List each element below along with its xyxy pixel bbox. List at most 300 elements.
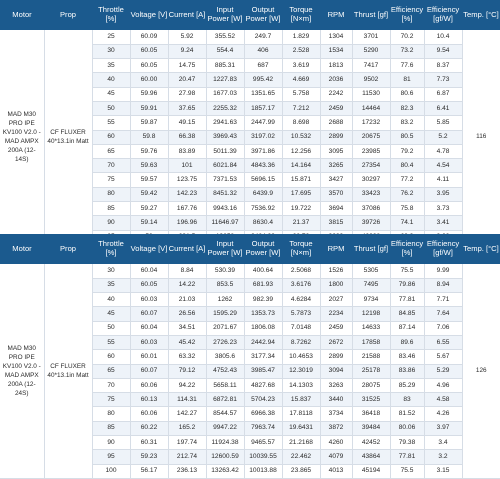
input-power-cell: 2071.67	[206, 321, 244, 335]
voltage-cell: 60.06	[130, 407, 168, 421]
current-cell: 63.32	[168, 350, 206, 364]
voltage-cell: 59.91	[130, 101, 168, 115]
efficiency-gfw-cell: 4.11	[424, 173, 462, 187]
torque-cell: 4.669	[282, 73, 320, 87]
header-output-power: Output Power [W]	[244, 234, 282, 264]
current-cell: 94.22	[168, 378, 206, 392]
current-cell: 101	[168, 159, 206, 173]
rpm-cell: 2459	[320, 321, 352, 335]
output-power-cell: 3985.47	[244, 364, 282, 378]
voltage-cell: 60.07	[130, 364, 168, 378]
torque-cell: 12.256	[282, 144, 320, 158]
efficiency-gfw-cell: 4.78	[424, 144, 462, 158]
header-prop: Prop	[44, 0, 92, 30]
thrust-cell: 45194	[352, 464, 390, 478]
current-cell: 26.56	[168, 307, 206, 321]
header-motor: Motor	[0, 0, 44, 30]
rpm-cell: 3872	[320, 421, 352, 435]
efficiency-pct-cell: 85.29	[390, 378, 424, 392]
rpm-cell: 3265	[320, 159, 352, 173]
efficiency-pct-cell: 83.86	[390, 364, 424, 378]
torque-cell: 23.865	[282, 464, 320, 478]
efficiency-pct-cell: 74.1	[390, 216, 424, 230]
header-temp: Temp. [°C]	[462, 234, 500, 264]
efficiency-gfw-cell: 7.06	[424, 321, 462, 335]
current-cell: 9.24	[168, 44, 206, 58]
torque-cell: 8.698	[282, 116, 320, 130]
thrust-cell: 17232	[352, 116, 390, 130]
input-power-cell: 8451.32	[206, 187, 244, 201]
efficiency-pct-cell: 87.14	[390, 321, 424, 335]
voltage-cell: 60.00	[130, 73, 168, 87]
thrust-cell: 31525	[352, 393, 390, 407]
efficiency-gfw-cell: 9.54	[424, 44, 462, 58]
efficiency-pct-cell: 75.8	[390, 202, 424, 216]
current-cell: 45.42	[168, 335, 206, 349]
input-power-cell: 6021.84	[206, 159, 244, 173]
header-efficiency-pct: Efficiency [%]	[390, 0, 424, 30]
rpm-cell: 1800	[320, 278, 352, 292]
header-row	[0, 234, 500, 264]
output-power-cell: 5704.23	[244, 393, 282, 407]
efficiency-pct-cell: 75.5	[390, 464, 424, 478]
thrust-cell: 21588	[352, 350, 390, 364]
rpm-cell: 4260	[320, 436, 352, 450]
output-power-cell: 3177.34	[244, 350, 282, 364]
torque-cell: 19.6431	[282, 421, 320, 435]
header-torque: Torque [N×m]	[282, 0, 320, 30]
current-cell: 197.74	[168, 436, 206, 450]
table-row	[0, 264, 500, 278]
torque-cell: 21.37	[282, 216, 320, 230]
rpm-cell: 3815	[320, 216, 352, 230]
efficiency-pct-cell: 80.6	[390, 87, 424, 101]
efficiency-gfw-cell: 4.26	[424, 407, 462, 421]
output-power-cell: 10013.88	[244, 464, 282, 478]
efficiency-gfw-cell: 3.73	[424, 202, 462, 216]
thrust-cell: 9502	[352, 73, 390, 87]
throttle-cell: 100	[92, 464, 130, 478]
throttle-cell: 40	[92, 293, 130, 307]
throttle-cell: 85	[92, 202, 130, 216]
torque-cell: 8.7262	[282, 335, 320, 349]
efficiency-pct-cell: 84.85	[390, 307, 424, 321]
rpm-cell: 2242	[320, 87, 352, 101]
thrust-cell: 28075	[352, 378, 390, 392]
rpm-cell: 3095	[320, 144, 352, 158]
thrust-cell: 27354	[352, 159, 390, 173]
torque-cell: 14.1303	[282, 378, 320, 392]
rpm-cell: 3734	[320, 407, 352, 421]
efficiency-pct-cell: 73.2	[390, 44, 424, 58]
voltage-cell: 60.13	[130, 393, 168, 407]
input-power-cell: 2255.32	[206, 101, 244, 115]
output-power-cell: 3971.86	[244, 144, 282, 158]
rpm-cell: 2234	[320, 307, 352, 321]
thrust-cell: 5290	[352, 44, 390, 58]
throttle-cell: 30	[92, 264, 130, 278]
voltage-cell: 59.14	[130, 216, 168, 230]
throttle-cell: 55	[92, 116, 130, 130]
efficiency-gfw-cell: 6.87	[424, 87, 462, 101]
efficiency-pct-cell: 76.2	[390, 187, 424, 201]
rpm-cell: 1534	[320, 44, 352, 58]
efficiency-gfw-cell: 4.58	[424, 393, 462, 407]
rpm-cell: 3094	[320, 364, 352, 378]
input-power-cell: 5011.39	[206, 144, 244, 158]
current-cell: 114.31	[168, 393, 206, 407]
efficiency-gfw-cell: 4.96	[424, 378, 462, 392]
efficiency-gfw-cell: 8.37	[424, 59, 462, 73]
header-rpm: RPM	[320, 234, 352, 264]
header-efficiency-pct: Efficiency [%]	[390, 234, 424, 264]
efficiency-gfw-cell: 3.41	[424, 216, 462, 230]
output-power-cell: 10039.55	[244, 450, 282, 464]
throttle-cell: 50	[92, 101, 130, 115]
voltage-cell: 60.22	[130, 421, 168, 435]
current-cell: 21.03	[168, 293, 206, 307]
rpm-cell: 3570	[320, 187, 352, 201]
header-row	[0, 0, 500, 30]
header-efficiency-gfw: Efficiency [gf/W]	[424, 0, 462, 30]
throttle-cell: 80	[92, 407, 130, 421]
current-cell: 167.76	[168, 202, 206, 216]
efficiency-gfw-cell: 3.95	[424, 187, 462, 201]
output-power-cell: 9465.57	[244, 436, 282, 450]
current-cell: 20.47	[168, 73, 206, 87]
voltage-cell: 60.06	[130, 378, 168, 392]
voltage-cell: 60.04	[130, 264, 168, 278]
current-cell: 14.75	[168, 59, 206, 73]
rpm-cell: 4079	[320, 450, 352, 464]
voltage-cell: 60.03	[130, 335, 168, 349]
thrust-cell: 39726	[352, 216, 390, 230]
torque-cell: 5.758	[282, 87, 320, 101]
current-cell: 142.27	[168, 407, 206, 421]
efficiency-gfw-cell: 5.29	[424, 364, 462, 378]
output-power-cell: 6966.38	[244, 407, 282, 421]
torque-cell: 5.7873	[282, 307, 320, 321]
rpm-cell: 1813	[320, 59, 352, 73]
input-power-cell: 12600.59	[206, 450, 244, 464]
temp-cell: 126	[462, 264, 500, 478]
current-cell: 83.89	[168, 144, 206, 158]
torque-cell: 2.528	[282, 44, 320, 58]
rpm-cell: 3427	[320, 173, 352, 187]
input-power-cell: 853.5	[206, 278, 244, 292]
throttle-cell: 65	[92, 364, 130, 378]
efficiency-gfw-cell: 9.99	[424, 264, 462, 278]
header-current: Current [A]	[168, 234, 206, 264]
input-power-cell: 1262	[206, 293, 244, 307]
throttle-cell: 40	[92, 73, 130, 87]
output-power-cell: 681.93	[244, 278, 282, 292]
thrust-cell: 39484	[352, 421, 390, 435]
output-power-cell: 7963.74	[244, 421, 282, 435]
output-power-cell: 400.64	[244, 264, 282, 278]
output-power-cell: 249.7	[244, 30, 282, 44]
torque-cell: 12.3019	[282, 364, 320, 378]
thrust-cell: 20675	[352, 130, 390, 144]
header-input-power: Input Power [W]	[206, 234, 244, 264]
output-power-cell: 5696.15	[244, 173, 282, 187]
motor-cell: MAD M30 PRO IPE KV100 V2.0 - MAD AMPX 200A (12-14S)	[0, 30, 44, 244]
output-power-cell: 8630.4	[244, 216, 282, 230]
efficiency-pct-cell: 80.06	[390, 421, 424, 435]
current-cell: 212.74	[168, 450, 206, 464]
efficiency-pct-cell: 82.3	[390, 101, 424, 115]
thrust-cell: 36418	[352, 407, 390, 421]
input-power-cell: 9943.16	[206, 202, 244, 216]
thrust-cell: 43864	[352, 450, 390, 464]
voltage-cell: 59.27	[130, 202, 168, 216]
thrust-cell: 17858	[352, 335, 390, 349]
efficiency-pct-cell: 77.6	[390, 59, 424, 73]
torque-cell: 10.4653	[282, 350, 320, 364]
current-cell: 37.65	[168, 101, 206, 115]
throttle-cell: 45	[92, 307, 130, 321]
throttle-cell: 25	[92, 30, 130, 44]
thrust-cell: 3701	[352, 30, 390, 44]
efficiency-pct-cell: 77.81	[390, 450, 424, 464]
input-power-cell: 1227.83	[206, 73, 244, 87]
efficiency-gfw-cell: 6.41	[424, 101, 462, 115]
rpm-cell: 3440	[320, 393, 352, 407]
efficiency-pct-cell: 75.5	[390, 264, 424, 278]
voltage-cell: 56.17	[130, 464, 168, 478]
current-cell: 79.12	[168, 364, 206, 378]
voltage-cell: 59.23	[130, 450, 168, 464]
efficiency-gfw-cell: 3.15	[424, 464, 462, 478]
efficiency-gfw-cell: 10.4	[424, 30, 462, 44]
efficiency-pct-cell: 81.52	[390, 407, 424, 421]
efficiency-pct-cell: 79.38	[390, 436, 424, 450]
rpm-cell: 3263	[320, 378, 352, 392]
header-rpm: RPM	[320, 0, 352, 30]
throttle-cell: 60	[92, 350, 130, 364]
throttle-cell: 80	[92, 187, 130, 201]
throttle-cell: 70	[92, 159, 130, 173]
output-power-cell: 1351.65	[244, 87, 282, 101]
efficiency-pct-cell: 80.5	[390, 130, 424, 144]
throttle-cell: 90	[92, 436, 130, 450]
thrust-cell: 7417	[352, 59, 390, 73]
thrust-cell: 14633	[352, 321, 390, 335]
voltage-cell: 60.04	[130, 321, 168, 335]
efficiency-gfw-cell: 5.67	[424, 350, 462, 364]
efficiency-gfw-cell: 5.2	[424, 130, 462, 144]
throttle-cell: 60	[92, 130, 130, 144]
thrust-cell: 5305	[352, 264, 390, 278]
throttle-cell: 35	[92, 278, 130, 292]
efficiency-pct-cell: 83	[390, 393, 424, 407]
torque-cell: 17.695	[282, 187, 320, 201]
output-power-cell: 687	[244, 59, 282, 73]
rpm-cell: 3694	[320, 202, 352, 216]
torque-cell: 21.2168	[282, 436, 320, 450]
efficiency-pct-cell: 83.46	[390, 350, 424, 364]
voltage-cell: 59.8	[130, 130, 168, 144]
output-power-cell: 6439.9	[244, 187, 282, 201]
header-motor: Motor	[0, 234, 44, 264]
thrust-cell: 23985	[352, 144, 390, 158]
efficiency-gfw-cell: 5.85	[424, 116, 462, 130]
input-power-cell: 7371.53	[206, 173, 244, 187]
input-power-cell: 2941.63	[206, 116, 244, 130]
rpm-cell: 2899	[320, 350, 352, 364]
voltage-cell: 60.03	[130, 293, 168, 307]
performance-table-2	[0, 234, 500, 479]
efficiency-pct-cell: 79.2	[390, 144, 424, 158]
voltage-cell: 60.31	[130, 436, 168, 450]
torque-cell: 14.164	[282, 159, 320, 173]
efficiency-pct-cell: 89.6	[390, 335, 424, 349]
rpm-cell: 2672	[320, 335, 352, 349]
torque-cell: 3.6176	[282, 278, 320, 292]
current-cell: 8.84	[168, 264, 206, 278]
throttle-cell: 90	[92, 216, 130, 230]
output-power-cell: 1353.73	[244, 307, 282, 321]
current-cell: 14.22	[168, 278, 206, 292]
torque-cell: 4.6284	[282, 293, 320, 307]
header-output-power: Output Power [W]	[244, 0, 282, 30]
output-power-cell: 995.42	[244, 73, 282, 87]
voltage-cell: 59.76	[130, 144, 168, 158]
voltage-cell: 60.01	[130, 350, 168, 364]
torque-cell: 1.829	[282, 30, 320, 44]
torque-cell: 19.722	[282, 202, 320, 216]
torque-cell: 15.871	[282, 173, 320, 187]
header-input-power: Input Power [W]	[206, 0, 244, 30]
thrust-cell: 14464	[352, 101, 390, 115]
prop-cell: CF FLUXER 40*13.1in Matt	[44, 264, 92, 478]
thrust-cell: 11530	[352, 87, 390, 101]
header-thrust: Thrust [gf]	[352, 0, 390, 30]
input-power-cell: 11646.97	[206, 216, 244, 230]
efficiency-gfw-cell: 8.94	[424, 278, 462, 292]
table-row	[0, 30, 500, 44]
thrust-cell: 7495	[352, 278, 390, 292]
rpm-cell: 2688	[320, 116, 352, 130]
output-power-cell: 2447.99	[244, 116, 282, 130]
temp-cell: 116	[462, 30, 500, 244]
input-power-cell: 11924.38	[206, 436, 244, 450]
rpm-cell: 2459	[320, 101, 352, 115]
efficiency-pct-cell: 77.81	[390, 293, 424, 307]
throttle-cell: 75	[92, 173, 130, 187]
throttle-cell: 45	[92, 87, 130, 101]
input-power-cell: 3805.6	[206, 350, 244, 364]
voltage-cell: 60.09	[130, 30, 168, 44]
thrust-cell: 33423	[352, 187, 390, 201]
current-cell: 165.2	[168, 421, 206, 435]
voltage-cell: 59.96	[130, 87, 168, 101]
throttle-cell: 55	[92, 335, 130, 349]
efficiency-gfw-cell: 3.97	[424, 421, 462, 435]
current-cell: 49.15	[168, 116, 206, 130]
prop-cell: CF FLUXER 40*13.1in Matt	[44, 30, 92, 244]
efficiency-pct-cell: 80.4	[390, 159, 424, 173]
efficiency-pct-cell: 77.2	[390, 173, 424, 187]
efficiency-gfw-cell: 3.2	[424, 450, 462, 464]
input-power-cell: 4752.43	[206, 364, 244, 378]
thrust-cell: 42452	[352, 436, 390, 450]
efficiency-gfw-cell: 7.73	[424, 73, 462, 87]
output-power-cell: 982.39	[244, 293, 282, 307]
current-cell: 196.96	[168, 216, 206, 230]
output-power-cell: 7536.92	[244, 202, 282, 216]
torque-cell: 3.619	[282, 59, 320, 73]
efficiency-pct-cell: 79.86	[390, 278, 424, 292]
output-power-cell: 4827.68	[244, 378, 282, 392]
header-torque: Torque [N×m]	[282, 234, 320, 264]
throttle-cell: 30	[92, 44, 130, 58]
current-cell: 27.98	[168, 87, 206, 101]
voltage-cell: 59.87	[130, 116, 168, 130]
output-power-cell: 1806.08	[244, 321, 282, 335]
throttle-cell: 70	[92, 378, 130, 392]
throttle-cell: 95	[92, 450, 130, 464]
header-temp: Temp. [°C]	[462, 0, 500, 30]
input-power-cell: 1595.29	[206, 307, 244, 321]
header-voltage: Voltage [V]	[130, 0, 168, 30]
input-power-cell: 9947.22	[206, 421, 244, 435]
input-power-cell: 885.31	[206, 59, 244, 73]
motor-cell: MAD M30 PRO IPE KV100 V2.0 - MAD AMPX 200A (12-24S)	[0, 264, 44, 478]
output-power-cell: 4843.36	[244, 159, 282, 173]
current-cell: 34.51	[168, 321, 206, 335]
torque-cell: 7.212	[282, 101, 320, 115]
output-power-cell: 406	[244, 44, 282, 58]
current-cell: 66.38	[168, 130, 206, 144]
header-prop: Prop	[44, 234, 92, 264]
throttle-cell: 85	[92, 421, 130, 435]
current-cell: 123.75	[168, 173, 206, 187]
input-power-cell: 1677.03	[206, 87, 244, 101]
current-cell: 236.13	[168, 464, 206, 478]
current-cell: 5.92	[168, 30, 206, 44]
torque-cell: 10.532	[282, 130, 320, 144]
output-power-cell: 1857.17	[244, 101, 282, 115]
input-power-cell: 6872.81	[206, 393, 244, 407]
rpm-cell: 1304	[320, 30, 352, 44]
input-power-cell: 530.39	[206, 264, 244, 278]
input-power-cell: 554.4	[206, 44, 244, 58]
rpm-cell: 1526	[320, 264, 352, 278]
torque-cell: 22.462	[282, 450, 320, 464]
torque-cell: 7.0148	[282, 321, 320, 335]
rpm-cell: 2036	[320, 73, 352, 87]
input-power-cell: 2726.23	[206, 335, 244, 349]
throttle-cell: 75	[92, 393, 130, 407]
header-voltage: Voltage [V]	[130, 234, 168, 264]
header-efficiency-gfw: Efficiency [gf/W]	[424, 234, 462, 264]
header-throttle: Throttle [%]	[92, 0, 130, 30]
voltage-cell: 59.57	[130, 173, 168, 187]
voltage-cell: 60.05	[130, 278, 168, 292]
voltage-cell: 59.63	[130, 159, 168, 173]
thrust-cell: 30297	[352, 173, 390, 187]
input-power-cell: 5658.11	[206, 378, 244, 392]
output-power-cell: 3197.02	[244, 130, 282, 144]
efficiency-pct-cell: 83.2	[390, 116, 424, 130]
thrust-cell: 25178	[352, 364, 390, 378]
torque-cell: 15.837	[282, 393, 320, 407]
header-throttle: Throttle [%]	[92, 234, 130, 264]
rpm-cell: 2899	[320, 130, 352, 144]
header-current: Current [A]	[168, 0, 206, 30]
voltage-cell: 60.07	[130, 307, 168, 321]
